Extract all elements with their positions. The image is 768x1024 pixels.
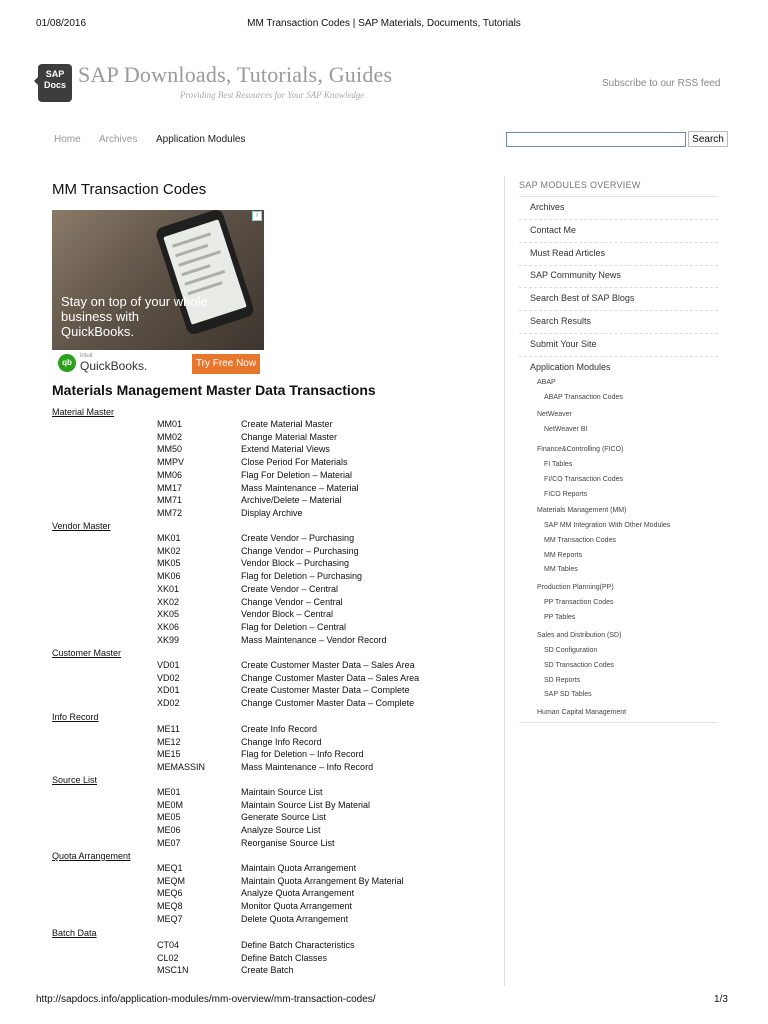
tcode-code: XK05 bbox=[157, 609, 180, 620]
tcode-code: MM06 bbox=[157, 469, 183, 480]
tcode-code: MM72 bbox=[157, 507, 183, 518]
tcode-description: Create Info Record bbox=[241, 724, 318, 734]
sidebar-link-rule bbox=[519, 219, 718, 220]
tcode-description: Mass Maintenance – Material bbox=[241, 482, 359, 493]
sidebar-module-child[interactable]: SAP SD Tables bbox=[544, 691, 592, 699]
tcode-description: Define Batch Characteristics bbox=[241, 940, 355, 950]
sidebar-module-child[interactable]: NetWeaver BI bbox=[544, 426, 588, 433]
logo-badge-line2: Docs bbox=[43, 80, 66, 90]
tcode-code: XK06 bbox=[157, 621, 180, 632]
site-logo-text[interactable]: SAP Downloads, Tutorials, Guides bbox=[78, 62, 393, 87]
tcode-description: Flag For Deletion – Material bbox=[241, 469, 353, 480]
tcode-code: MEQM bbox=[157, 875, 185, 886]
ad-choices-icon[interactable]: i bbox=[252, 211, 262, 221]
sidebar-module-child[interactable]: SD Configuration bbox=[544, 647, 598, 654]
tcode-description: Analyze Source List bbox=[241, 825, 321, 836]
tcode-description: Analyze Quota Arrangement bbox=[241, 888, 355, 899]
tcode-description: Monitor Quota Arrangement bbox=[241, 901, 353, 912]
tcode-description: Change Info Record bbox=[241, 736, 322, 747]
tcode-code: XD01 bbox=[157, 685, 180, 696]
tcode-description: Create Vendor – Central bbox=[241, 583, 339, 594]
tcode-code: MK01 bbox=[157, 533, 181, 543]
group-label[interactable]: Quota Arrangement bbox=[52, 851, 131, 861]
tcode-code: XK99 bbox=[157, 634, 180, 645]
tcode-description: Reorganise Source List bbox=[241, 837, 335, 848]
tcode-code: ME11 bbox=[157, 724, 180, 734]
tcode-code: ME12 bbox=[157, 736, 181, 747]
tcode-description: Change Vendor – Central bbox=[241, 596, 343, 607]
sidebar-module-child[interactable]: SD Transaction Codes bbox=[544, 661, 615, 669]
tcode-description: Flag for Deletion – Central bbox=[241, 621, 347, 632]
tcode-description: Flag for Deletion – Info Record bbox=[241, 749, 364, 760]
sidebar-module-child[interactable]: SD Reports bbox=[544, 676, 581, 684]
logo-badge-line1: SAP bbox=[45, 69, 65, 79]
sidebar-module[interactable]: Production Planning(PP) bbox=[537, 584, 614, 591]
sidebar-link[interactable]: SAP Community News bbox=[530, 270, 621, 281]
site-logo-badge[interactable] bbox=[38, 64, 72, 102]
tcode-description: Create Material Master bbox=[241, 419, 333, 429]
tcode-description: Extend Material Views bbox=[241, 444, 330, 455]
sidebar-link-rule bbox=[519, 333, 718, 334]
group-label[interactable]: Customer Master bbox=[52, 648, 122, 658]
tcode-code: ME06 bbox=[157, 825, 181, 836]
tcode-description: Change Customer Master Data – Complete bbox=[241, 698, 415, 709]
tcode-code: CT04 bbox=[157, 940, 180, 950]
tcode-description: Change Material Master bbox=[241, 431, 338, 442]
ad-intuit-label: intuit bbox=[80, 353, 93, 359]
tcode-code: CL02 bbox=[157, 952, 179, 963]
sidebar-title-rule bbox=[519, 196, 718, 197]
tcode-description: Vendor Block – Purchasing bbox=[241, 558, 350, 569]
tcode-description: Vendor Block – Central bbox=[241, 609, 334, 620]
sidebar-module[interactable]: Materials Management (MM) bbox=[537, 507, 627, 514]
nav-item-application-modules[interactable]: Application Modules bbox=[156, 134, 246, 145]
tcode-description: Create Batch bbox=[241, 965, 294, 976]
search-input[interactable] bbox=[506, 132, 686, 147]
ad-screen-line bbox=[181, 264, 210, 276]
ad-try-free-button[interactable]: Try Free Now bbox=[192, 354, 260, 374]
quickbooks-logo-icon: qb bbox=[58, 354, 76, 372]
sidebar-link[interactable]: Contact Me bbox=[530, 224, 577, 235]
sidebar-module-child[interactable]: FICO Reports bbox=[544, 490, 588, 498]
sidebar-title: SAP MODULES OVERVIEW bbox=[519, 180, 641, 190]
sidebar-link[interactable]: Search Best of SAP Blogs bbox=[530, 293, 635, 304]
tcode-description: Generate Source List bbox=[241, 812, 327, 823]
page-title: MM Transaction Codes bbox=[52, 181, 207, 198]
tcode-code: MEQ6 bbox=[157, 888, 183, 899]
tcode-description: Create Customer Master Data – Complete bbox=[241, 685, 410, 696]
sidebar-divider bbox=[504, 176, 505, 986]
tcode-description: Mass Maintenance – Vendor Record bbox=[241, 634, 387, 645]
print-date: 01/08/2016 bbox=[36, 18, 87, 29]
sidebar-module[interactable]: Sales and Distribution (SD) bbox=[537, 632, 622, 639]
tcode-code: MEQ1 bbox=[157, 863, 183, 873]
sidebar-link-rule bbox=[519, 242, 718, 243]
group-label[interactable]: Vendor Master bbox=[52, 521, 111, 531]
tcode-code: ME0M bbox=[157, 799, 184, 810]
sidebar-link[interactable]: Submit Your Site bbox=[530, 338, 597, 349]
sidebar-module[interactable]: NetWeaver bbox=[537, 411, 572, 418]
rss-subscribe-link[interactable]: Subscribe to our RSS feed bbox=[602, 78, 721, 89]
tcode-description: Change Customer Master Data – Sales Area bbox=[241, 672, 420, 683]
ad-brand: QuickBooks. bbox=[80, 359, 148, 373]
section-heading: Materials Management Master Data Transactions bbox=[52, 382, 376, 398]
tcode-code: MM17 bbox=[157, 482, 183, 493]
sidebar-module[interactable]: ABAP bbox=[537, 379, 556, 386]
sidebar-link-rule bbox=[519, 310, 718, 311]
quickbooks-ad[interactable] bbox=[52, 210, 264, 377]
sidebar-link[interactable]: Application Modules bbox=[530, 361, 611, 372]
tcode-code: MEQ8 bbox=[157, 901, 183, 912]
sidebar-module-child[interactable]: ABAP Transaction Codes bbox=[544, 394, 623, 401]
sidebar-module-child[interactable]: MM Tables bbox=[544, 566, 578, 574]
tcode-description: Delete Quota Arrangement bbox=[241, 913, 349, 924]
sidebar-module-child[interactable]: FI/CO Transaction Codes bbox=[544, 475, 623, 483]
tcode-code: MMPV bbox=[157, 457, 184, 468]
tcode-code: MEMASSIN bbox=[157, 762, 206, 773]
tcode-description: Archive/Delete – Material bbox=[241, 495, 342, 506]
tcode-code: MM50 bbox=[157, 444, 183, 455]
print-page-title: MM Transaction Codes | SAP Materials, Documents, Tutorials bbox=[247, 18, 521, 29]
tcode-code: ME07 bbox=[157, 837, 181, 848]
tcode-description: Create Vendor – Purchasing bbox=[241, 533, 355, 543]
tcode-code: VD01 bbox=[157, 660, 180, 670]
tcode-code: MK06 bbox=[157, 571, 181, 582]
group-label[interactable]: Info Record bbox=[52, 712, 99, 722]
sidebar-module-child[interactable]: MM Transaction Codes bbox=[544, 536, 616, 544]
tcode-code: MM01 bbox=[157, 419, 183, 429]
tcode-code: XK01 bbox=[157, 583, 180, 594]
tcode-code: XD02 bbox=[157, 698, 180, 709]
sidebar-link[interactable]: Search Results bbox=[530, 316, 592, 326]
nav-item-home[interactable]: Home bbox=[54, 134, 81, 145]
tcode-description: Maintain Quota Arrangement By Material bbox=[241, 875, 404, 886]
print-page-number: 1/3 bbox=[714, 994, 728, 1005]
group-label[interactable]: Batch Data bbox=[52, 928, 97, 938]
sidebar-link[interactable]: Archives bbox=[530, 202, 565, 212]
tcode-code: VD02 bbox=[157, 672, 180, 683]
ad-photo bbox=[52, 210, 264, 350]
sidebar-module[interactable]: Finance&Controlling (FICO) bbox=[537, 446, 624, 453]
tcode-description: Close Period For Materials bbox=[241, 457, 348, 468]
tcode-code: MM02 bbox=[157, 431, 183, 442]
tcode-description: Change Vendor – Purchasing bbox=[241, 545, 359, 556]
sidebar-module-child[interactable]: PP Transaction Codes bbox=[544, 599, 614, 606]
sidebar-bottom-rule bbox=[519, 722, 718, 723]
tcode-code: MSC1N bbox=[157, 965, 189, 976]
tcode-code: XK02 bbox=[157, 596, 180, 607]
print-url: http://sapdocs.info/application-modules/mm-overview/mm-transaction-codes/ bbox=[36, 994, 376, 1005]
tcode-description: Maintain Source List By Material bbox=[241, 799, 371, 810]
tcode-code: MM71 bbox=[157, 495, 183, 506]
sidebar-module-child[interactable]: PP Tables bbox=[544, 613, 576, 621]
sidebar-link[interactable]: Must Read Articles bbox=[530, 247, 606, 258]
tcode-description: Flag for Deletion – Purchasing bbox=[241, 571, 363, 582]
tcode-description: Create Customer Master Data – Sales Area bbox=[241, 660, 415, 670]
tcode-code: MEQ7 bbox=[157, 913, 183, 924]
ad-brand-row bbox=[52, 350, 264, 377]
tcode-code: ME05 bbox=[157, 812, 181, 823]
tcode-description: Display Archive bbox=[241, 507, 303, 518]
sidebar-module-child[interactable]: SAP MM Integration With Other Modules bbox=[544, 522, 671, 529]
tcode-description: Define Batch Classes bbox=[241, 952, 328, 963]
group-label[interactable]: Material Master bbox=[52, 407, 115, 417]
sidebar-link-rule bbox=[519, 356, 718, 357]
sidebar-link-rule bbox=[519, 287, 718, 288]
group-label[interactable]: Source List bbox=[52, 775, 98, 785]
tcode-code: MK05 bbox=[157, 558, 181, 569]
tcode-code: ME15 bbox=[157, 749, 181, 760]
site-tagline: Providing Best Resources for Your SAP Knowledge bbox=[180, 90, 365, 100]
sidebar-module-child[interactable]: MM Reports bbox=[544, 551, 583, 559]
tcode-code: ME01 bbox=[157, 787, 181, 797]
tcode-description: Maintain Quota Arrangement bbox=[241, 863, 357, 873]
sidebar-link-rule bbox=[519, 265, 718, 266]
nav-item-archives[interactable]: Archives bbox=[99, 134, 138, 145]
tcode-description: Maintain Source List bbox=[241, 787, 323, 797]
sidebar-module[interactable]: Human Capital Management bbox=[537, 709, 627, 716]
search-button[interactable]: Search bbox=[688, 131, 728, 147]
tcode-code: MK02 bbox=[157, 545, 181, 556]
tcode-description: Mass Maintenance – Info Record bbox=[241, 762, 374, 773]
ad-headline: Stay on top of your whole business with QuickBooks. bbox=[61, 294, 208, 339]
sidebar-module-child[interactable]: FI Tables bbox=[544, 461, 573, 468]
